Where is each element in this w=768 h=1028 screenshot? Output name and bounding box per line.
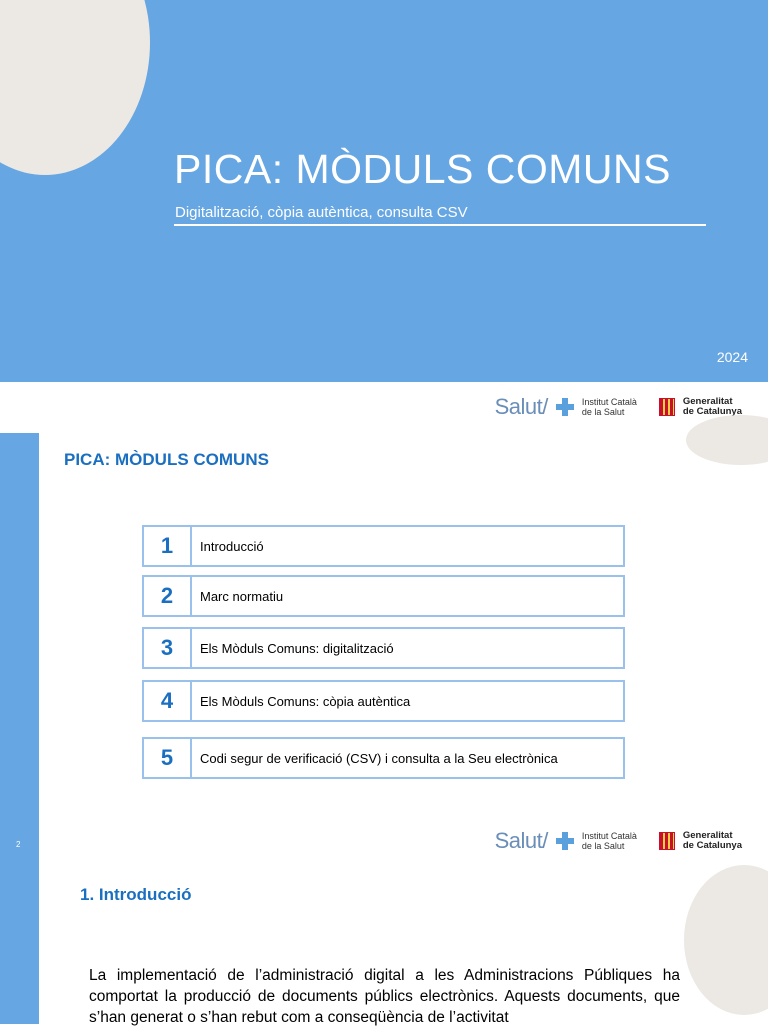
toc-number: 2 [144, 577, 192, 615]
toc-item[interactable] [142, 680, 625, 722]
ics-line2: de la Salut [581, 407, 625, 417]
slide-title: PICA: MÒDULS COMUNS [174, 146, 671, 192]
logo-bar [495, 826, 742, 856]
ics-logo-text [582, 397, 637, 417]
page-number: 2 [16, 840, 21, 849]
toc-item[interactable] [142, 737, 625, 779]
health-cross-icon [556, 398, 574, 416]
toc-number: 4 [144, 682, 192, 720]
ics-line1: Institut Català [581, 831, 637, 841]
body-paragraph: La implementació de l’administració digital a les Administracions Públiques ha comportat la producció de documents públics electrònics. Aquests documents, que s’han generat o s’han rebut com a conseqüència de l’activitat [89, 967, 680, 1026]
generalitat-logo-text [683, 397, 742, 417]
toc-number: 1 [144, 527, 192, 565]
subtitle-underline [174, 224, 706, 226]
generalitat-flag-icon [659, 398, 675, 416]
generalitat-logo-text [683, 831, 742, 851]
toc-label: Codi segur de verificació (CSV) i consulta a la Seu electrònica [200, 750, 558, 766]
toc-label: Els Mòduls Comuns: còpia autèntica [200, 693, 411, 709]
ics-line1: Institut Català [581, 397, 637, 407]
toc-item[interactable] [142, 525, 625, 567]
toc-label: Els Mòduls Comuns: digitalització [200, 640, 394, 656]
gen-line2: de Catalunya [682, 840, 742, 851]
slide-sidebar [0, 433, 39, 1024]
toc-item[interactable] [142, 575, 625, 617]
section-title: PICA: MÒDULS COMUNS [64, 450, 269, 469]
toc-label: Introducció [200, 538, 264, 554]
ics-line2: de la Salut [581, 841, 625, 851]
ics-logo-text [582, 831, 637, 851]
decorative-blob [0, 0, 150, 175]
salut-logo: Salut/ [494, 828, 548, 853]
decorative-blob [686, 415, 768, 465]
toc-item[interactable] [142, 627, 625, 669]
generalitat-flag-icon [659, 832, 675, 850]
slide-year: 2024 [716, 349, 748, 365]
decorative-blob [684, 865, 768, 1015]
health-cross-icon [556, 832, 574, 850]
section-title: 1. Introducció [80, 885, 192, 904]
logo-bar [495, 392, 742, 422]
slide-subtitle: Digitalització, còpia autèntica, consulta CSV [175, 204, 468, 221]
toc-label: Marc normatiu [200, 588, 284, 604]
gen-line2: de Catalunya [682, 406, 742, 417]
gen-line1: Generalitat [682, 830, 733, 841]
salut-logo: Salut/ [494, 394, 548, 419]
toc-number: 3 [144, 629, 192, 667]
toc-number: 5 [144, 739, 192, 777]
gen-line1: Generalitat [682, 396, 733, 407]
title-slide [0, 0, 768, 382]
